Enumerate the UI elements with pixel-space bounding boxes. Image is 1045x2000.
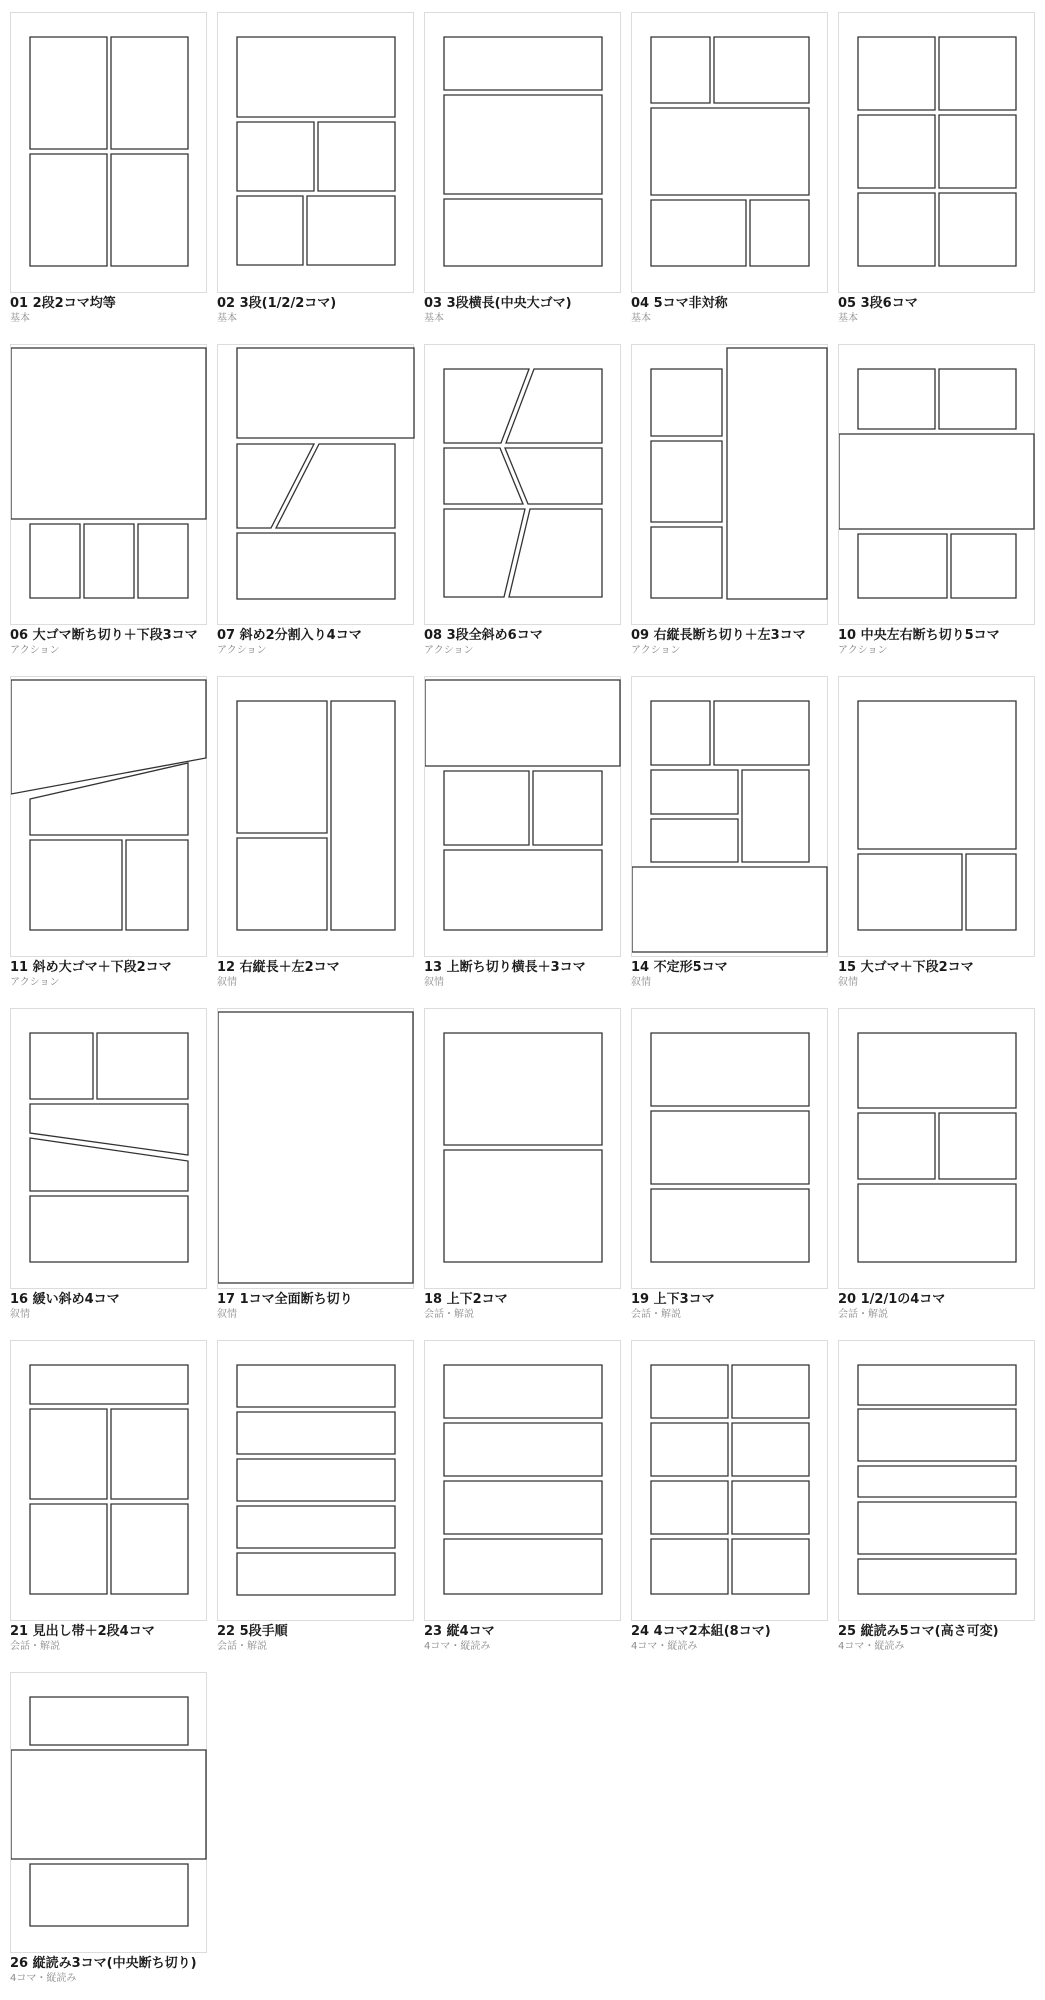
comic-panel	[111, 37, 188, 149]
template-category: 4コマ・縦読み	[10, 1973, 77, 1984]
comic-panel	[30, 1033, 93, 1099]
template-card[interactable]	[217, 1008, 414, 1326]
comic-panel	[237, 37, 395, 117]
layout-preview[interactable]	[631, 1340, 828, 1621]
template-category: 叙情	[10, 1309, 30, 1320]
comic-panel	[651, 527, 722, 598]
comic-panel	[237, 1365, 395, 1407]
layout-preview[interactable]	[424, 1008, 621, 1289]
comic-panel	[939, 1113, 1016, 1179]
panel-layout-diagram	[11, 1009, 208, 1290]
comic-panel	[651, 819, 738, 862]
comic-panel	[858, 1559, 1016, 1594]
template-card[interactable]	[424, 676, 621, 994]
comic-panel	[951, 534, 1016, 598]
template-card[interactable]	[10, 676, 207, 994]
layout-preview[interactable]	[10, 676, 207, 957]
comic-panel	[939, 193, 1016, 266]
template-title: 10 中央左右断ち切り5コマ	[838, 628, 1000, 643]
comic-panel	[858, 369, 935, 429]
template-card[interactable]	[217, 344, 414, 662]
template-title: 19 上下3コマ	[631, 1292, 715, 1307]
layout-preview[interactable]	[838, 676, 1035, 957]
layout-preview[interactable]	[631, 676, 828, 957]
panel-layout-diagram	[11, 1341, 208, 1622]
layout-preview[interactable]	[838, 12, 1035, 293]
template-category: アクション	[631, 645, 681, 656]
layout-preview[interactable]	[10, 12, 207, 293]
template-card[interactable]	[838, 1008, 1035, 1326]
comic-panel	[651, 441, 722, 522]
comic-panel	[732, 1365, 809, 1418]
panel-layout-diagram	[425, 1009, 622, 1290]
comic-panel	[651, 1423, 728, 1476]
comic-panel	[30, 524, 80, 598]
panel-layout-diagram	[218, 13, 415, 294]
template-card[interactable]	[631, 676, 828, 994]
comic-panel	[444, 37, 602, 90]
comic-panel	[111, 154, 188, 266]
template-category: アクション	[424, 645, 474, 656]
comic-panel	[858, 1365, 1016, 1405]
template-title: 26 縦読み3コマ(中央断ち切り)	[10, 1956, 197, 1971]
comic-panel	[444, 1481, 602, 1534]
comic-panel	[742, 770, 809, 862]
comic-panel	[444, 95, 602, 194]
comic-panel	[858, 534, 947, 598]
comic-panel	[651, 1033, 809, 1106]
comic-panel	[237, 533, 395, 599]
template-title: 24 4コマ2本組(8コマ)	[631, 1624, 771, 1639]
template-title: 03 3段横長(中央大ゴマ)	[424, 296, 572, 311]
comic-panel	[30, 154, 107, 266]
layout-preview[interactable]	[217, 1340, 414, 1621]
comic-panel	[858, 1033, 1016, 1108]
comic-panel	[111, 1409, 188, 1499]
comic-panel	[651, 770, 738, 814]
template-title: 23 縦4コマ	[424, 1624, 495, 1639]
template-category: アクション	[10, 645, 60, 656]
template-card[interactable]	[631, 1340, 828, 1658]
template-title: 21 見出し帯＋2段4コマ	[10, 1624, 155, 1639]
layout-preview[interactable]	[424, 1340, 621, 1621]
comic-panel	[11, 348, 206, 519]
comic-panel	[966, 854, 1016, 930]
template-category: 4コマ・縦読み	[838, 1641, 905, 1652]
template-card[interactable]	[838, 344, 1035, 662]
template-category: 叙情	[217, 977, 237, 988]
comic-panel	[237, 348, 414, 438]
comic-panel	[939, 37, 1016, 110]
comic-panel	[839, 434, 1034, 529]
comic-panel	[444, 1365, 602, 1418]
comic-panel	[138, 524, 188, 598]
layout-preview[interactable]	[424, 344, 621, 625]
panel-layout-diagram	[632, 1009, 829, 1290]
template-title: 25 縦読み5コマ(高さ可変)	[838, 1624, 999, 1639]
template-card[interactable]	[10, 12, 207, 330]
layout-preview[interactable]	[217, 344, 414, 625]
template-title: 22 5段手順	[217, 1624, 288, 1639]
template-card[interactable]	[424, 344, 621, 662]
template-title: 18 上下2コマ	[424, 1292, 508, 1307]
template-category: 叙情	[631, 977, 651, 988]
comic-panel	[307, 196, 395, 265]
comic-panel	[732, 1481, 809, 1534]
panel-layout-diagram	[218, 677, 415, 958]
panel-layout-diagram	[11, 1673, 208, 1954]
comic-panel	[858, 701, 1016, 849]
panel-layout-diagram	[425, 345, 622, 626]
comic-panel	[533, 771, 602, 845]
comic-panel	[30, 1196, 188, 1262]
template-title: 14 不定形5コマ	[631, 960, 728, 975]
comic-panel	[11, 1750, 206, 1859]
template-card[interactable]	[10, 344, 207, 662]
template-category: 会話・解説	[838, 1309, 888, 1320]
template-card[interactable]	[424, 1340, 621, 1658]
comic-panel	[939, 369, 1016, 429]
comic-panel	[732, 1539, 809, 1594]
template-category: 基本	[217, 313, 237, 324]
template-card[interactable]	[217, 1340, 414, 1658]
layout-preview[interactable]	[838, 344, 1035, 625]
panel-layout-diagram	[632, 13, 829, 294]
comic-panel	[237, 1506, 395, 1548]
comic-panel	[714, 701, 809, 765]
panel-layout-diagram	[11, 13, 208, 294]
panel-layout-diagram	[632, 345, 829, 626]
layout-preview[interactable]	[10, 1340, 207, 1621]
comic-panel	[714, 37, 809, 103]
template-title: 04 5コマ非対称	[631, 296, 728, 311]
comic-panel	[30, 1504, 107, 1594]
template-title: 09 右縦長断ち切り＋左3コマ	[631, 628, 806, 643]
comic-panel	[318, 122, 395, 191]
comic-panel	[651, 108, 809, 195]
template-title: 17 1コマ全面断ち切り	[217, 1292, 353, 1307]
comic-panel	[727, 348, 827, 599]
template-card[interactable]	[10, 1672, 207, 1990]
comic-panel	[97, 1033, 188, 1099]
comic-panel	[84, 524, 134, 598]
panel-layout-diagram	[839, 677, 1036, 958]
comic-panel	[651, 369, 722, 436]
panel-layout-diagram	[839, 1009, 1036, 1290]
template-category: アクション	[838, 645, 888, 656]
template-title: 15 大ゴマ＋下段2コマ	[838, 960, 974, 975]
template-title: 12 右縦長＋左2コマ	[217, 960, 340, 975]
layout-preview[interactable]	[10, 1672, 207, 1953]
comic-panel	[444, 1033, 602, 1145]
comic-panel	[509, 509, 602, 597]
comic-panel	[30, 37, 107, 149]
layout-preview[interactable]	[838, 1008, 1035, 1289]
template-title: 08 3段全斜め6コマ	[424, 628, 543, 643]
template-card[interactable]	[424, 1008, 621, 1326]
template-card[interactable]	[217, 676, 414, 994]
template-title: 01 2段2コマ均等	[10, 296, 116, 311]
comic-panel	[237, 838, 327, 930]
template-category: 基本	[10, 313, 30, 324]
comic-panel	[444, 1539, 602, 1594]
comic-panel	[858, 854, 962, 930]
template-category: アクション	[217, 645, 267, 656]
panel-layout-diagram	[218, 1009, 415, 1290]
template-category: 4コマ・縦読み	[424, 1641, 491, 1652]
comic-panel	[30, 840, 122, 930]
comic-panel	[444, 1423, 602, 1476]
template-category: 会話・解説	[424, 1309, 474, 1320]
panel-layout-diagram	[632, 1341, 829, 1622]
comic-panel	[30, 1365, 188, 1404]
comic-panel	[732, 1423, 809, 1476]
template-card[interactable]	[838, 1340, 1035, 1658]
template-category: 叙情	[838, 977, 858, 988]
panel-layout-diagram	[425, 13, 622, 294]
template-card[interactable]	[10, 1008, 207, 1326]
comic-panel	[651, 1365, 728, 1418]
template-title: 06 大ゴマ断ち切り＋下段3コマ	[10, 628, 198, 643]
comic-panel	[858, 1502, 1016, 1554]
template-category: 叙情	[424, 977, 444, 988]
layout-preview[interactable]	[838, 1340, 1035, 1621]
template-card[interactable]	[838, 12, 1035, 330]
layout-preview[interactable]	[217, 12, 414, 293]
template-title: 02 3段(1/2/2コマ)	[217, 296, 337, 311]
comic-panel	[237, 122, 314, 191]
template-card[interactable]	[631, 344, 828, 662]
template-category: 基本	[424, 313, 444, 324]
comic-panel	[30, 1864, 188, 1926]
comic-panel	[237, 1459, 395, 1501]
comic-panel	[858, 1113, 935, 1179]
comic-panel	[237, 1412, 395, 1454]
comic-panel	[651, 701, 710, 765]
layout-preview[interactable]	[217, 676, 414, 957]
template-card[interactable]	[631, 12, 828, 330]
template-card[interactable]	[631, 1008, 828, 1326]
template-category: 叙情	[217, 1309, 237, 1320]
comic-panel	[651, 200, 746, 266]
comic-panel	[858, 115, 935, 188]
comic-panel	[444, 850, 602, 930]
layout-preview[interactable]	[424, 676, 621, 957]
template-category: 基本	[838, 313, 858, 324]
layout-preview[interactable]	[10, 1008, 207, 1289]
comic-panel	[651, 1481, 728, 1534]
template-title: 05 3段6コマ	[838, 296, 918, 311]
template-card[interactable]	[424, 12, 621, 330]
comic-panel	[651, 1539, 728, 1594]
comic-panel	[858, 1409, 1016, 1461]
comic-panel	[858, 1466, 1016, 1497]
layout-preview[interactable]	[631, 344, 828, 625]
panel-layout-diagram	[425, 677, 622, 958]
comic-panel	[30, 1409, 107, 1499]
layout-preview[interactable]	[217, 1008, 414, 1289]
panel-layout-diagram	[11, 345, 208, 626]
comic-panel	[444, 199, 602, 266]
panel-layout-diagram	[425, 1341, 622, 1622]
comic-panel	[632, 867, 827, 952]
layout-preview[interactable]	[631, 1008, 828, 1289]
template-title: 07 斜め2分割入り4コマ	[217, 628, 362, 643]
template-title: 13 上断ち切り横長＋3コマ	[424, 960, 586, 975]
comic-panel	[750, 200, 809, 266]
comic-panel	[858, 193, 935, 266]
layout-preview[interactable]	[631, 12, 828, 293]
template-category: 会話・解説	[10, 1641, 60, 1652]
comic-panel	[218, 1012, 413, 1283]
panel-layout-diagram	[839, 345, 1036, 626]
panel-layout-diagram	[218, 1341, 415, 1622]
template-card[interactable]	[217, 12, 414, 330]
layout-preview[interactable]	[10, 344, 207, 625]
panel-layout-diagram	[839, 13, 1036, 294]
comic-panel	[425, 680, 620, 766]
comic-panel	[858, 1184, 1016, 1262]
template-category: 会話・解説	[631, 1309, 681, 1320]
comic-panel	[651, 1189, 809, 1262]
template-category: アクション	[10, 977, 60, 988]
panel-layout-diagram	[11, 677, 208, 958]
comic-panel	[126, 840, 188, 930]
template-title: 11 斜め大ゴマ＋下段2コマ	[10, 960, 172, 975]
comic-panel	[939, 115, 1016, 188]
comic-panel	[858, 37, 935, 110]
comic-panel	[237, 196, 303, 265]
template-card[interactable]	[10, 1340, 207, 1658]
comic-panel	[30, 1697, 188, 1745]
template-title: 16 緩い斜め4コマ	[10, 1292, 120, 1307]
comic-panel	[111, 1504, 188, 1594]
layout-preview[interactable]	[424, 12, 621, 293]
template-category: 会話・解説	[217, 1641, 267, 1652]
template-title: 20 1/2/1の4コマ	[838, 1292, 946, 1307]
comic-panel	[651, 1111, 809, 1184]
comic-panel	[651, 37, 710, 103]
comic-panel	[237, 701, 327, 833]
panel-layout-diagram	[218, 345, 415, 626]
comic-panel	[331, 701, 395, 930]
panel-layout-diagram	[839, 1341, 1036, 1622]
template-category: 基本	[631, 313, 651, 324]
comic-panel	[444, 1150, 602, 1262]
panel-layout-diagram	[632, 677, 829, 958]
comic-panel	[237, 1553, 395, 1595]
comic-panel	[444, 771, 529, 845]
template-card[interactable]	[838, 676, 1035, 994]
template-category: 4コマ・縦読み	[631, 1641, 698, 1652]
